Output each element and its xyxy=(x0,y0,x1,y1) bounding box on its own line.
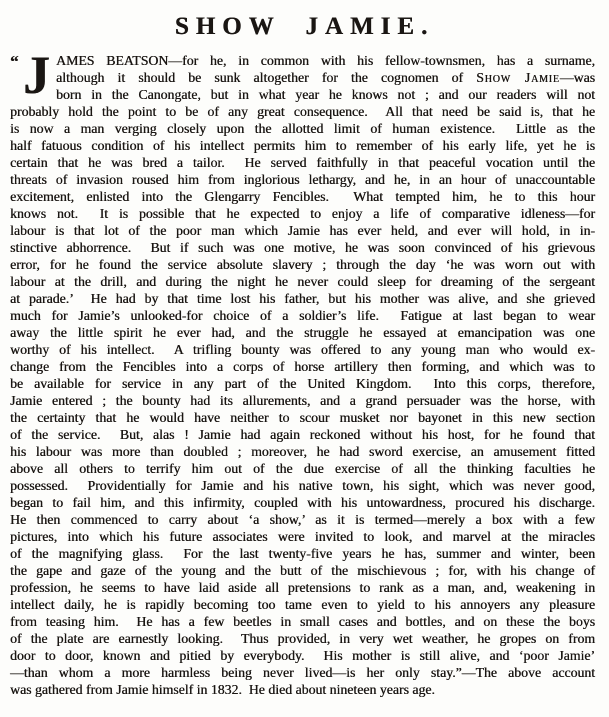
text-line: certain that he was bred a tailor. He served faithfully in that peaceful vocation until the xyxy=(10,155,595,170)
text-line: He then commenced to carry about ‘a show,’ as it is termed—merely a box with a few xyxy=(10,512,595,527)
text-line: the certainty that he would have neither to scour musket nor bayonet in this new section xyxy=(10,410,595,425)
text-line: much for Jamie’s unlooked-for choice of a soldier’s life. Fatigue at last began to wear xyxy=(10,308,595,323)
text-line: —than whom a more harmless being never lived—is her only stay.”—The above account xyxy=(10,665,595,680)
text-line: is now a man verging closely upon the allotted limit of human existence. Little as the xyxy=(10,121,595,136)
text-line: began to fail him, and this infirmity, coupled with his untowardness, procured his discharge. xyxy=(10,495,595,510)
page-title: SHOW JAMIE. xyxy=(174,13,435,40)
text-line: error, for he found the service absolute slavery ; through the day ‘he was worn out with xyxy=(10,257,595,272)
text-line: profession, he seems to have laid aside all pretensions to rank as a man, and, weakening in xyxy=(10,580,595,595)
text-line: possessed. Providentially for Jamie and his native town, his sight, which was never good, xyxy=(10,478,595,493)
text-line: Jamie entered ; the bounty had its allurements, and a grand persuader was the horse, with xyxy=(10,393,595,408)
text-line: probably hold the point to be of any great consequence. All that need be said is, that he xyxy=(10,104,595,119)
text-line: born in the Canongate, but in what year he knows not ; and our readers will not xyxy=(56,87,595,102)
text-line: the gape and gaze of the young and the butt of the mischievous ; for, with his change of xyxy=(10,563,595,578)
text-line: was gathered from Jamie himself in 1832. He died about nineteen years age. xyxy=(10,682,435,697)
text-line: intellect daily, he is rapidly becoming too tame even to yield to his annoyers any pleasure xyxy=(10,597,595,612)
text-line: of the service. But, alas ! Jamie had again reckoned without his host, for he found that xyxy=(10,427,595,442)
text-line: of the magnifying glass. For the last twenty-five years he has, summer and winter, been xyxy=(10,546,595,561)
text-line: his labour was more than doubled ; moreover, he had sword exercise, an amusement fitted xyxy=(10,444,595,459)
text-line xyxy=(10,69,595,86)
text-line: knows not. It is possible that he expected to enjoy a life of comparative idleness—for xyxy=(10,206,595,221)
drop-cap-letter: J xyxy=(23,45,50,105)
small-caps-name: Show Jamie xyxy=(476,70,560,85)
text-line: excitement, enlisted into the Glengarry Fencibles. What tempted him, he to this hour xyxy=(10,189,595,204)
text-line: away the little spirit he ever had, and the struggle he essayed at emancipation was one xyxy=(10,325,595,340)
text-line: threats of invasion roused him from inglorious lethargy, and he, in an hour of unaccountable xyxy=(10,172,595,187)
body-text xyxy=(10,45,595,698)
text-line: labour is that lot of the poor man which Jamie has ever held, and ever will hold, in in- xyxy=(10,223,595,238)
text-line: AMES BEATSON—for he, in common with his fellow-townsmen, has a surname, xyxy=(56,53,595,68)
text-line: change from the Fencibles into a corps of horse artillery then forming, and which was to xyxy=(10,359,595,374)
text-line: door to door, known and pitied by everybody. His mother is still alive, and ‘poor Jamie’ xyxy=(10,648,595,663)
text-segment: although it should be sunk altogether for the cognomen of xyxy=(56,70,477,85)
text-line: pictures, into which his future associates were invited to look, and marvel at the miracles xyxy=(10,529,595,544)
text-segment: —was xyxy=(559,70,595,85)
text-line: worthy of his intellect. A trifling bounty was offered to any young man who would ex- xyxy=(10,342,595,357)
paragraph xyxy=(10,52,595,698)
text-line: at parade.’ He had by that time lost his father, but his mother was alive, and she grieved xyxy=(10,291,595,306)
text-line: above all others to terrify him out of the due exercise of all the thinking faculties he xyxy=(10,461,595,476)
opening-quote-mark: “ xyxy=(10,52,18,71)
text-line: half fatuous condition of his intellect permits him to remember of his early life, yet he is xyxy=(10,138,595,153)
text-line: from teasing him. He has a few beetles in small cases and bottles, and on these the boys xyxy=(10,614,595,629)
text-line: stinctive abhorrence. But if such was one motive, he was soon convinced of his grievous xyxy=(10,240,595,255)
text-line: labour at the drill, and during the night he never could sleep for dreaming of the sergeant xyxy=(10,274,595,289)
text-line: of the plate are earnestly looking. Thus provided, in very wet weather, he gropes on from xyxy=(10,631,595,646)
text-line: be available for service in any part of the United Kingdom. Into this corps, therefore, xyxy=(10,376,595,391)
